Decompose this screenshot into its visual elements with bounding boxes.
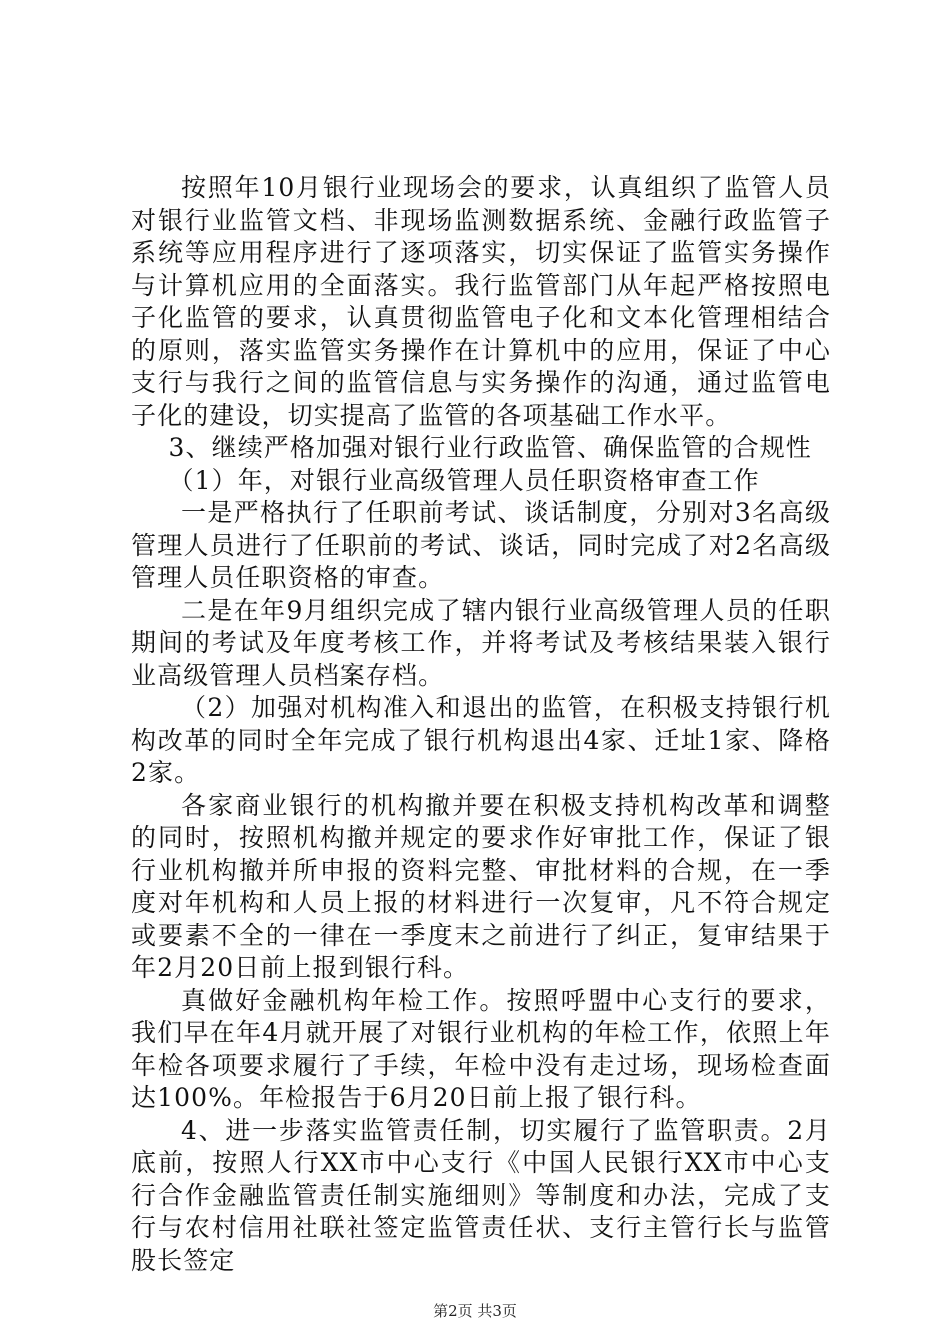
paragraph-annual-assessment: 二是在年9月组织完成了辖内银行业高级管理人员的任职期间的考试及年度考核工作，并将考试及考核结果装入银行业高级管理人员档案存档。 xyxy=(131,595,831,690)
heading-section-3: 3、继续严格加强对银行业行政监管、确保监管的合规性 xyxy=(168,433,812,462)
page-number-footer: 第2页 共3页 xyxy=(433,1302,517,1320)
paragraph-institution-merger: 各家商业银行的机构撤并要在积极支持机构改革和调整的同时，按照机构撤并规定的要求作好审批工作，保证了银行业机构撤并所申报的资料完整、审批材料的合规，在一季度对年机构和人员上报的材料进行一次复审，凡不符合规定或要素不全的一律在一季度末之前进行了纠正，复审结果于年2月20日前上报到银行科。 xyxy=(131,790,831,982)
paragraph-electronic-supervision: 按照年10月银行业现场会的要求，认真组织了监管人员对银行业监管文档、非现场监测数据系统、金融行政监管子系统等应用程序进行了逐项落实，切实保证了监管实务操作与计算机应用的全面落实。我行监管部门从年起严格按照电子化监管的要求，认真贯彻监管电子化和文本化管理相结合的原则，落实监管实务操作在计算机中的应用，保证了中心支行与我行之间的监管信息与实务操作的沟通，通过监管电子化的建设，切实提高了监管的各项基础工作水平。 xyxy=(131,173,831,430)
paragraph-annual-inspection: 真做好金融机构年检工作。按照呼盟中心支行的要求，我们早在年4月就开展了对银行业机构的年检工作，依照上年年检各项要求履行了手续，年检中没有走过场，现场检查面达100%。年检报告于6月20日前上报了银行科。 xyxy=(131,985,831,1112)
paragraph-entry-exit-supervision: （2）加强对机构准入和退出的监管，在积极支持银行机构改革的同时全年完成了银行机构退出4家、迁址1家、降格2家。 xyxy=(131,693,831,787)
document-body xyxy=(131,172,831,1277)
heading-subsection-1: （1）年，对银行业高级管理人员任职资格审查工作 xyxy=(168,465,760,495)
paragraph-exam-interview: 一是严格执行了任职前考试、谈话制度，分别对3名高级管理人员进行了任职前的考试、谈话，同时完成了对2名高级管理人员任职资格的审查。 xyxy=(131,498,831,592)
paragraph-responsibility-system: 4、进一步落实监管责任制，切实履行了监管职责。2月底前，按照人行XX市中心支行《中国人民银行XX市中心支行合作金融监管责任制实施细则》等制度和办法，完成了支行与农村信用社联社签定监管责任状、支行主管行长与监管股长签定 xyxy=(131,1115,831,1275)
